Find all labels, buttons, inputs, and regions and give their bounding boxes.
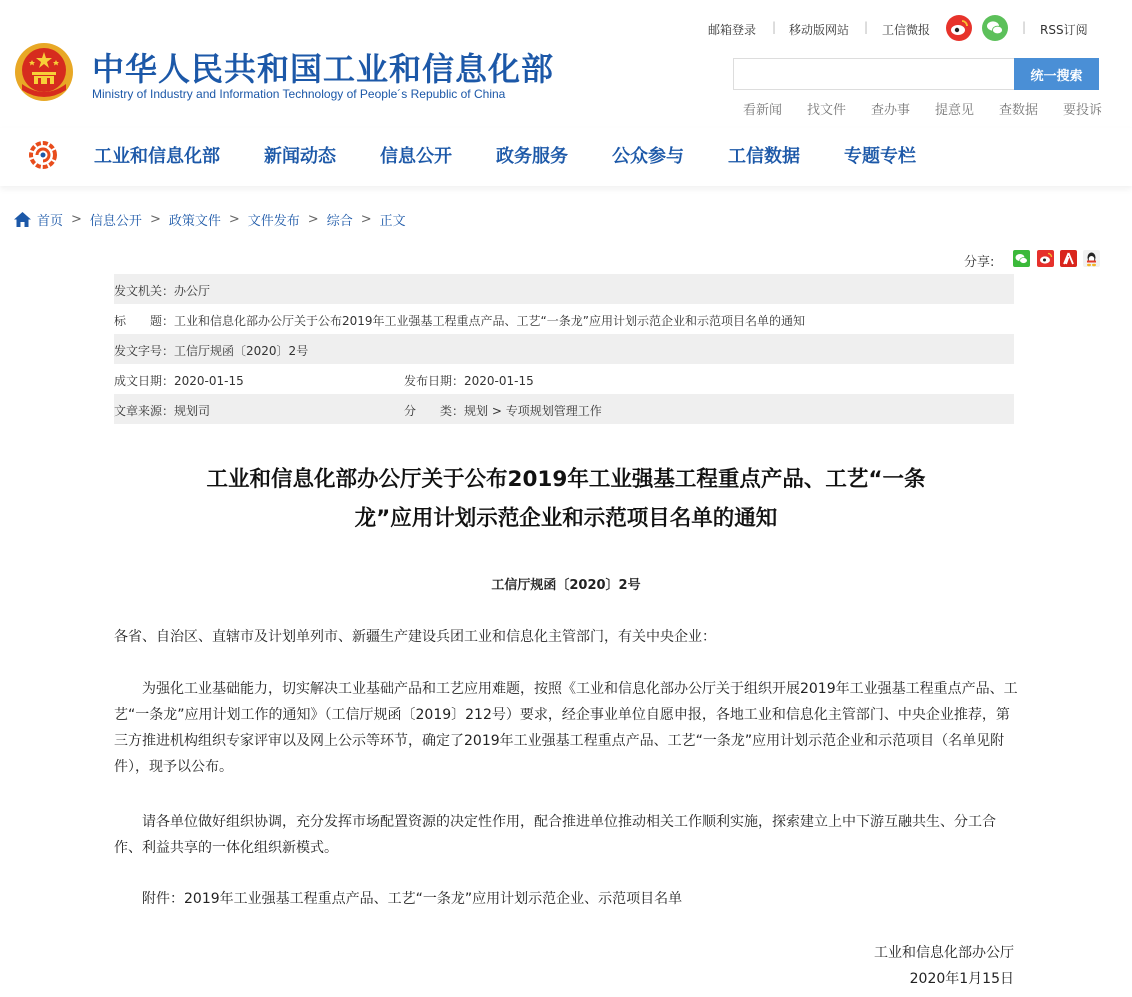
breadcrumb-separator: > xyxy=(307,212,319,227)
mail-login-link[interactable]: 邮箱登录 xyxy=(708,23,757,37)
breadcrumb-current: 正文 xyxy=(379,214,406,229)
quick-link-complaint[interactable]: 要投诉 xyxy=(1063,103,1103,118)
separator: | xyxy=(1022,20,1027,34)
nav-ministry[interactable]: 工业和信息化部 xyxy=(94,146,220,167)
quick-link-files[interactable]: 找文件 xyxy=(807,103,847,118)
nav-gov-services[interactable]: 政务服务 xyxy=(496,146,568,167)
home-icon[interactable] xyxy=(14,212,31,227)
article-date: 2020年1月15日 xyxy=(909,971,1014,987)
info-row-title xyxy=(114,304,1014,334)
miit-logo-icon[interactable] xyxy=(28,140,58,170)
quick-link-news[interactable]: 看新闻 xyxy=(743,103,783,118)
breadcrumb xyxy=(14,210,406,229)
breadcrumb-info-disclosure[interactable]: 信息公开 xyxy=(89,214,142,229)
article-doc-number: 工信厅规函〔2020〕2号 xyxy=(491,578,641,593)
nav-public-participation[interactable]: 公众参与 xyxy=(612,146,684,167)
breadcrumb-separator: > xyxy=(71,212,82,227)
rss-link[interactable]: RSS订阅 xyxy=(1040,23,1088,37)
separator: | xyxy=(772,20,777,34)
article-paragraph-1: 为强化工业基础能力，切实解决工业基础产品和工艺应用难题，按照《工业和信息化部办公厅关于组织开展2019年工业强基工程重点产品、工艺“一条龙”应用计划工作的通知》（工信厅规函〔2019〕212号）要求，经企事业单位自愿申报，各地工业和信息化主管部门、中央企业推荐，第三方推进机构组织专家评审以及网上公示等环节，确定了2019年工业强基工程重点产品、工艺“一条龙”应用计划示范企业和示范项目（名单见附件），现予以公布。 xyxy=(114,681,1018,775)
issuer-field: 发文机关：办公厅 xyxy=(114,284,211,298)
nav-info-disclosure[interactable]: 信息公开 xyxy=(380,146,452,167)
weibo-icon[interactable] xyxy=(946,15,972,41)
info-row-source xyxy=(114,394,1014,424)
weibao-link[interactable]: 工信微报 xyxy=(882,23,931,37)
breadcrumb-file-release[interactable]: 文件发布 xyxy=(247,214,300,229)
share-label: 分享: xyxy=(964,255,995,270)
breadcrumb-separator: > xyxy=(149,212,161,227)
site-subtitle: Ministry of Industry and Information Technology of People´s Republic of China xyxy=(92,87,506,101)
category-field: 分 类：规划 > 专项规划管理工作 xyxy=(404,404,602,418)
breadcrumb-separator: > xyxy=(360,212,372,227)
national-emblem-icon[interactable] xyxy=(14,40,74,104)
breadcrumb-home[interactable]: 首页 xyxy=(37,214,64,229)
breadcrumb-separator: > xyxy=(228,212,240,227)
nav-news[interactable]: 新闻动态 xyxy=(264,146,336,167)
renren-share-icon[interactable] xyxy=(1060,250,1077,267)
qq-share-icon[interactable] xyxy=(1083,250,1100,267)
info-row-dates xyxy=(114,364,1014,394)
source-field: 文章来源：规划司 xyxy=(114,404,211,418)
top-links xyxy=(700,14,1100,42)
nav-data[interactable]: 工信数据 xyxy=(728,146,800,167)
title-field: 标 题：工业和信息化部办公厅关于公布2019年工业强基工程重点产品、工艺“一条龙”应用计划示范企业和示范项目名单的通知 xyxy=(114,314,805,328)
breadcrumb-policy-files[interactable]: 政策文件 xyxy=(168,214,221,229)
breadcrumb-general[interactable]: 综合 xyxy=(326,214,353,229)
mobile-site-link[interactable]: 移动版网站 xyxy=(789,23,850,37)
separator: | xyxy=(864,20,869,34)
docno-field: 发文字号：工信厅规函〔2020〕2号 xyxy=(114,344,309,358)
wechat-icon[interactable] xyxy=(982,15,1008,41)
info-row-issuer xyxy=(114,274,1014,304)
document-info-table xyxy=(114,274,1014,424)
main-nav xyxy=(0,128,1132,186)
article-signer: 工业和信息化部办公厅 xyxy=(874,945,1014,961)
article-attachment[interactable]: 附件：2019年工业强基工程重点产品、工艺“一条龙”应用计划示范企业、示范项目名单 xyxy=(142,891,683,907)
site-header xyxy=(0,0,1132,128)
quick-link-services[interactable]: 查办事 xyxy=(871,103,911,118)
created-date-field: 成文日期：2020-01-15 xyxy=(114,374,244,388)
nav-special-topics[interactable]: 专题专栏 xyxy=(844,146,916,167)
article-title: 工业和信息化部办公厅关于公布2019年工业强基工程重点产品、工艺“一条 龙”应用计划示范企业和示范项目名单的通知 xyxy=(206,467,926,531)
article-paragraph-2: 请各单位做好组织协调，充分发挥市场配置资源的决定性作用，配合推进单位推动相关工作顺利实施，探索建立上中下游互融共生、分工合作、利益共享的一体化组织新模式。 xyxy=(114,814,996,856)
article-salutation: 各省、自治区、直辖市及计划单列市、新疆生产建设兵团工业和信息化主管部门，有关中央企业： xyxy=(114,629,716,645)
weibo-share-icon[interactable] xyxy=(1037,250,1054,267)
wechat-share-icon[interactable] xyxy=(1013,250,1030,267)
site-title[interactable]: 中华人民共和国工业和信息化部 xyxy=(92,50,555,88)
quick-link-data[interactable]: 查数据 xyxy=(999,103,1039,118)
info-row-docno xyxy=(114,334,1014,364)
unified-search-button[interactable]: 统一搜索 xyxy=(1014,58,1099,90)
search-input[interactable] xyxy=(733,58,1015,90)
published-date-field: 发布日期：2020-01-15 xyxy=(404,374,534,388)
quick-link-feedback[interactable]: 提意见 xyxy=(935,103,975,118)
